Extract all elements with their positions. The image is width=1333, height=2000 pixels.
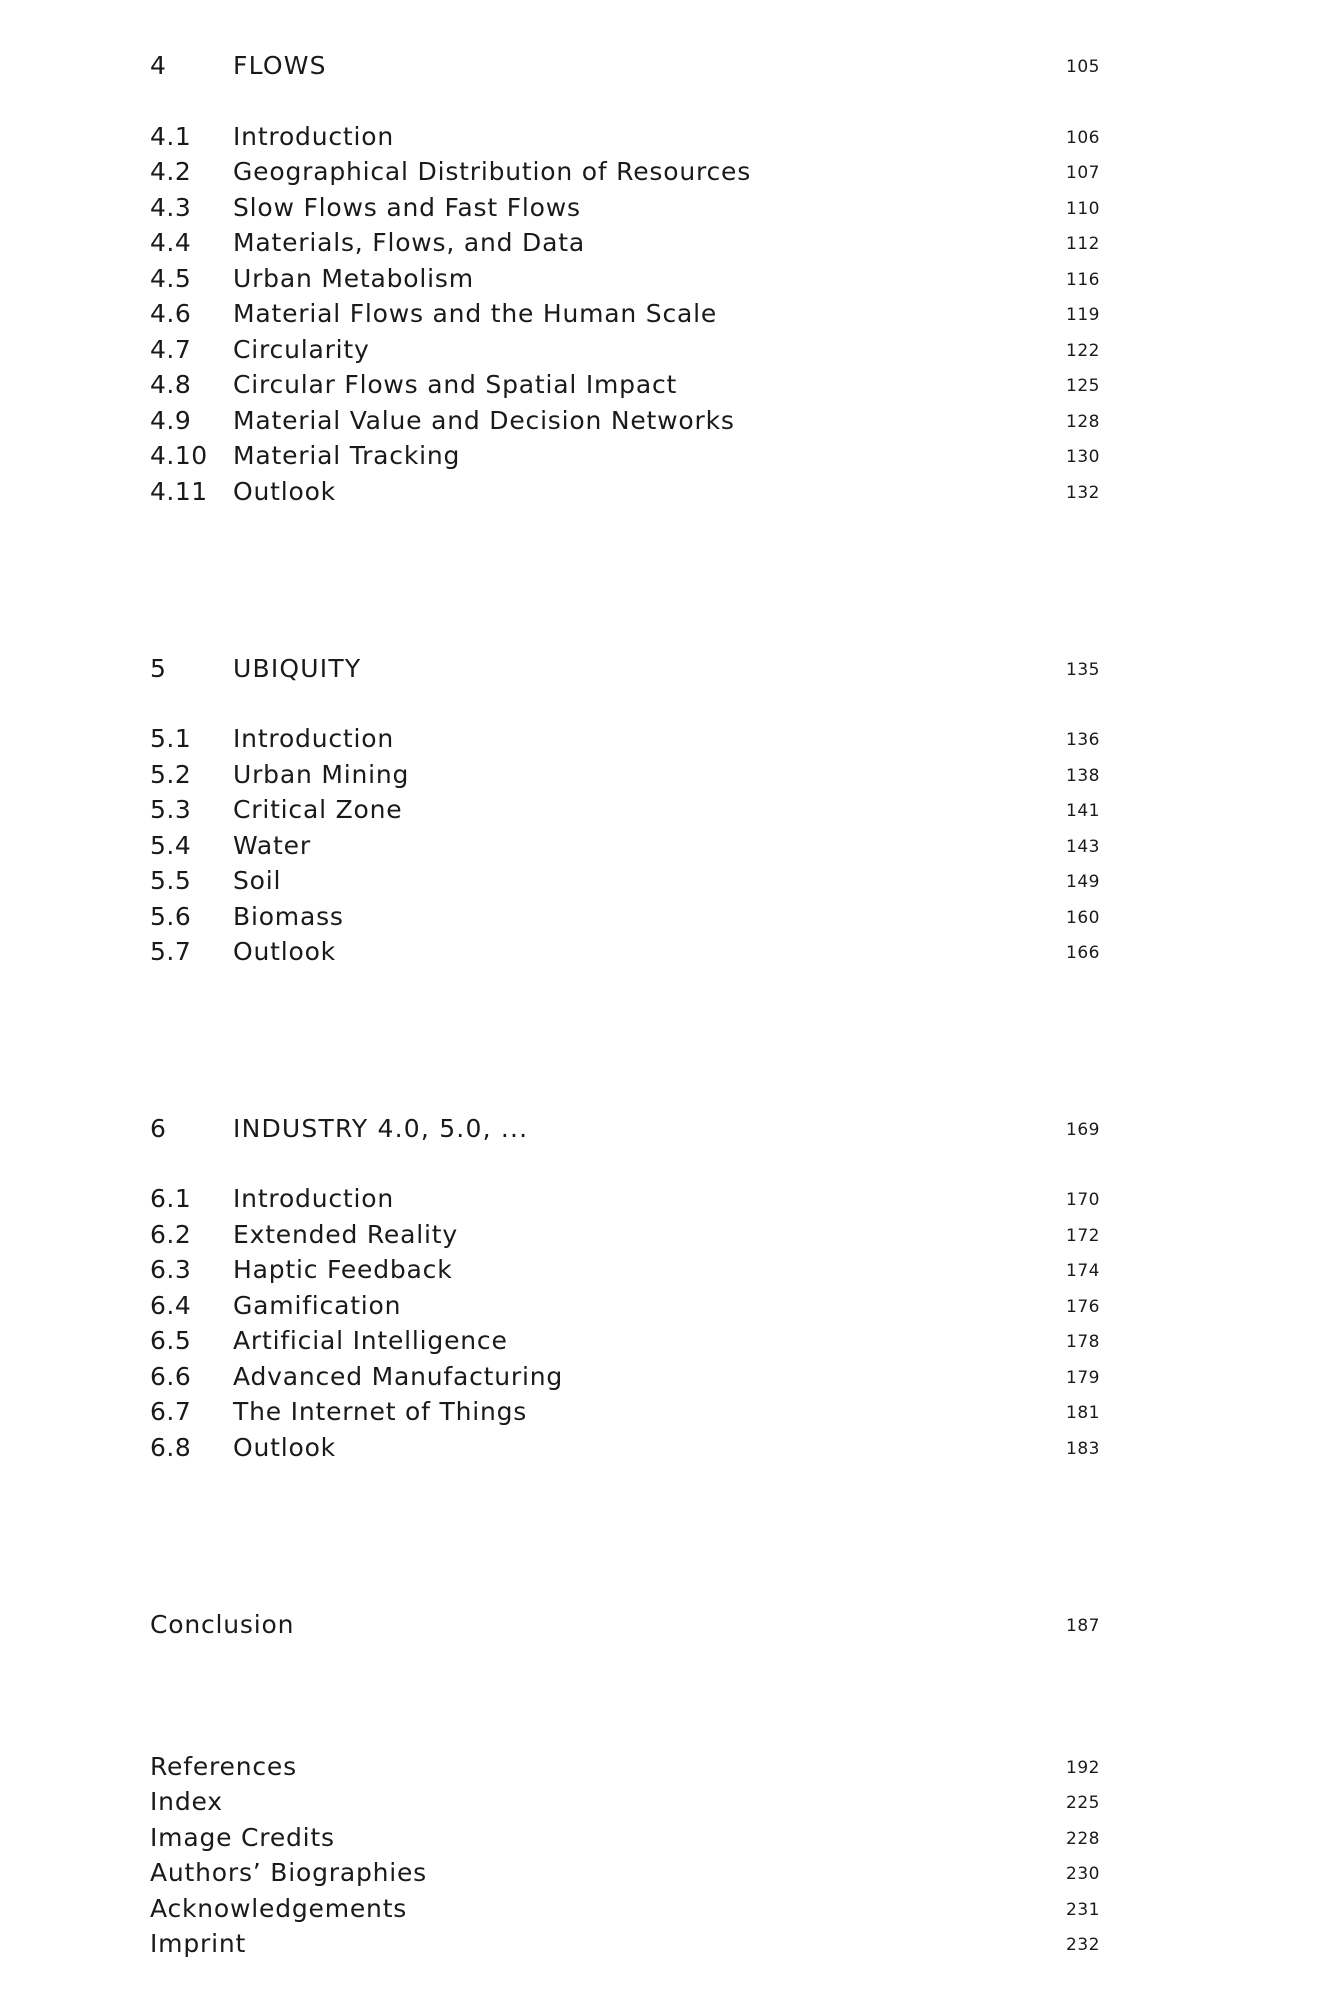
section-title: Gamification xyxy=(233,1291,402,1320)
section-number: 4.11 xyxy=(150,477,208,506)
entry-title: Index xyxy=(150,1787,223,1816)
page-number: 170 xyxy=(1066,1190,1100,1210)
toc-entry[interactable] xyxy=(150,1323,1100,1359)
entry-title: Imprint xyxy=(150,1929,247,1958)
page-number: 125 xyxy=(1066,376,1100,396)
section-number: 4.9 xyxy=(150,406,192,435)
section-number: 5.3 xyxy=(150,795,192,824)
section-title: Circular Flows and Spatial Impact xyxy=(233,370,678,399)
toc-entry[interactable] xyxy=(150,1288,1100,1324)
toc-entry[interactable] xyxy=(150,261,1100,297)
toc-entry[interactable] xyxy=(150,296,1100,332)
section-title: Introduction xyxy=(233,724,394,753)
section-number: 5.4 xyxy=(150,831,192,860)
page-number: 122 xyxy=(1066,341,1100,361)
toc-entry[interactable] xyxy=(150,934,1100,970)
section-number: 6.5 xyxy=(150,1326,192,1355)
page-number: 116 xyxy=(1066,270,1100,290)
page-number: 228 xyxy=(1066,1829,1100,1849)
section-title: Critical Zone xyxy=(233,795,403,824)
page-number: 130 xyxy=(1066,447,1100,467)
page-number: 160 xyxy=(1066,908,1100,928)
page-number: 143 xyxy=(1066,837,1100,857)
section-number: 6.8 xyxy=(150,1433,192,1462)
section-title: Geographical Distribution of Resources xyxy=(233,157,752,186)
page-number: 112 xyxy=(1066,234,1100,254)
entry-title: Authors’ Biographies xyxy=(150,1858,428,1887)
page-number: 110 xyxy=(1066,199,1100,219)
toc-entry-authors-biographies[interactable] xyxy=(150,1855,1100,1891)
toc-entry[interactable] xyxy=(150,1430,1100,1466)
section-title: Outlook xyxy=(233,477,336,506)
section-number: 4.5 xyxy=(150,264,192,293)
toc-entry[interactable] xyxy=(150,1394,1100,1430)
toc-entry[interactable] xyxy=(150,367,1100,403)
chapter-number: 6 xyxy=(150,1114,167,1143)
section-title: Slow Flows and Fast Flows xyxy=(233,193,581,222)
toc-entry[interactable] xyxy=(150,1252,1100,1288)
page-number: 181 xyxy=(1066,1403,1100,1423)
page-number: 169 xyxy=(1066,1120,1100,1140)
toc-entry[interactable] xyxy=(150,1359,1100,1395)
page-number: 179 xyxy=(1066,1368,1100,1388)
section-title: Outlook xyxy=(233,1433,336,1462)
toc-entry[interactable] xyxy=(150,899,1100,935)
chapter-title: UBIQUITY xyxy=(233,654,362,683)
section-number: 5.1 xyxy=(150,724,192,753)
chapter-number: 4 xyxy=(150,51,167,80)
page-number: 187 xyxy=(1066,1616,1100,1636)
section-title: Soil xyxy=(233,866,282,895)
chapter-4-heading[interactable] xyxy=(150,48,1100,84)
toc-entry[interactable] xyxy=(150,1181,1100,1217)
entry-title: Conclusion xyxy=(150,1610,295,1639)
page-number: 176 xyxy=(1066,1297,1100,1317)
page-number: 172 xyxy=(1066,1226,1100,1246)
chapter-title: INDUSTRY 4.0, 5.0, ... xyxy=(233,1114,529,1143)
page-number: 166 xyxy=(1066,943,1100,963)
page-number: 106 xyxy=(1066,128,1100,148)
toc-entry[interactable] xyxy=(150,154,1100,190)
page-number: 107 xyxy=(1066,163,1100,183)
section-title: Water xyxy=(233,831,311,860)
page-number: 128 xyxy=(1066,412,1100,432)
toc-entry[interactable] xyxy=(150,757,1100,793)
toc-entry[interactable] xyxy=(150,1217,1100,1253)
section-number: 5.6 xyxy=(150,902,192,931)
page-number: 231 xyxy=(1066,1900,1100,1920)
section-title: Material Value and Decision Networks xyxy=(233,406,735,435)
page-number: 178 xyxy=(1066,1332,1100,1352)
section-title: Material Flows and the Human Scale xyxy=(233,299,718,328)
section-title: Material Tracking xyxy=(233,441,461,470)
entry-title: References xyxy=(150,1752,297,1781)
section-title: The Internet of Things xyxy=(233,1397,528,1426)
section-number: 4.1 xyxy=(150,122,192,151)
section-title: Urban Metabolism xyxy=(233,264,474,293)
page-number: 192 xyxy=(1066,1758,1100,1778)
toc-entry[interactable] xyxy=(150,403,1100,439)
toc-entry[interactable] xyxy=(150,863,1100,899)
page-number: 230 xyxy=(1066,1864,1100,1884)
toc-entry[interactable] xyxy=(150,828,1100,864)
section-number: 4.7 xyxy=(150,335,192,364)
section-number: 5.7 xyxy=(150,937,192,966)
chapter-number: 5 xyxy=(150,654,167,683)
section-number: 6.1 xyxy=(150,1184,192,1213)
section-title: Haptic Feedback xyxy=(233,1255,453,1284)
section-title: Circularity xyxy=(233,335,370,364)
page-number: 136 xyxy=(1066,730,1100,750)
page-number: 105 xyxy=(1066,57,1100,77)
section-title: Materials, Flows, and Data xyxy=(233,228,585,257)
page-number: 138 xyxy=(1066,766,1100,786)
section-number: 6.2 xyxy=(150,1220,192,1249)
toc-entry[interactable] xyxy=(150,474,1100,510)
toc-entry[interactable] xyxy=(150,119,1100,155)
section-title: Introduction xyxy=(233,1184,394,1213)
section-title: Extended Reality xyxy=(233,1220,458,1249)
section-title: Biomass xyxy=(233,902,344,931)
page-number: 135 xyxy=(1066,660,1100,680)
section-number: 4.10 xyxy=(150,441,208,470)
entry-title: Image Credits xyxy=(150,1823,335,1852)
page-number: 225 xyxy=(1066,1793,1100,1813)
page-number: 183 xyxy=(1066,1439,1100,1459)
toc-entry[interactable] xyxy=(150,792,1100,828)
page-number: 141 xyxy=(1066,801,1100,821)
section-number: 4.4 xyxy=(150,228,192,257)
section-title: Urban Mining xyxy=(233,760,410,789)
section-number: 4.6 xyxy=(150,299,192,328)
toc-entry-acknowledgements[interactable] xyxy=(150,1891,1100,1927)
chapter-title: FLOWS xyxy=(233,51,327,80)
section-number: 6.6 xyxy=(150,1362,192,1391)
page-number: 149 xyxy=(1066,872,1100,892)
section-number: 5.5 xyxy=(150,866,192,895)
section-title: Advanced Manufacturing xyxy=(233,1362,564,1391)
section-title: Introduction xyxy=(233,122,394,151)
section-title: Artificial Intelligence xyxy=(233,1326,508,1355)
toc-entry[interactable] xyxy=(150,721,1100,757)
toc-entry-conclusion[interactable] xyxy=(150,1607,1100,1643)
section-number: 4.3 xyxy=(150,193,192,222)
toc-entry-index[interactable] xyxy=(150,1784,1100,1820)
chapter-5-heading[interactable] xyxy=(150,651,1100,687)
toc-entry[interactable] xyxy=(150,225,1100,261)
toc-entry-references[interactable] xyxy=(150,1749,1100,1785)
chapter-6-heading[interactable] xyxy=(150,1111,1100,1147)
section-number: 6.3 xyxy=(150,1255,192,1284)
page-number: 174 xyxy=(1066,1261,1100,1281)
section-number: 4.8 xyxy=(150,370,192,399)
page-number: 232 xyxy=(1066,1935,1100,1955)
toc-entry[interactable] xyxy=(150,332,1100,368)
section-number: 6.7 xyxy=(150,1397,192,1426)
page-number: 132 xyxy=(1066,483,1100,503)
toc-entry-imprint[interactable] xyxy=(150,1926,1100,1962)
toc-entry-image-credits[interactable] xyxy=(150,1820,1100,1856)
section-number: 4.2 xyxy=(150,157,192,186)
section-title: Outlook xyxy=(233,937,336,966)
page-number: 119 xyxy=(1066,305,1100,325)
section-number: 6.4 xyxy=(150,1291,192,1320)
entry-title: Acknowledgements xyxy=(150,1894,408,1923)
toc-entry[interactable] xyxy=(150,438,1100,474)
section-number: 5.2 xyxy=(150,760,192,789)
toc-entry[interactable] xyxy=(150,190,1100,226)
